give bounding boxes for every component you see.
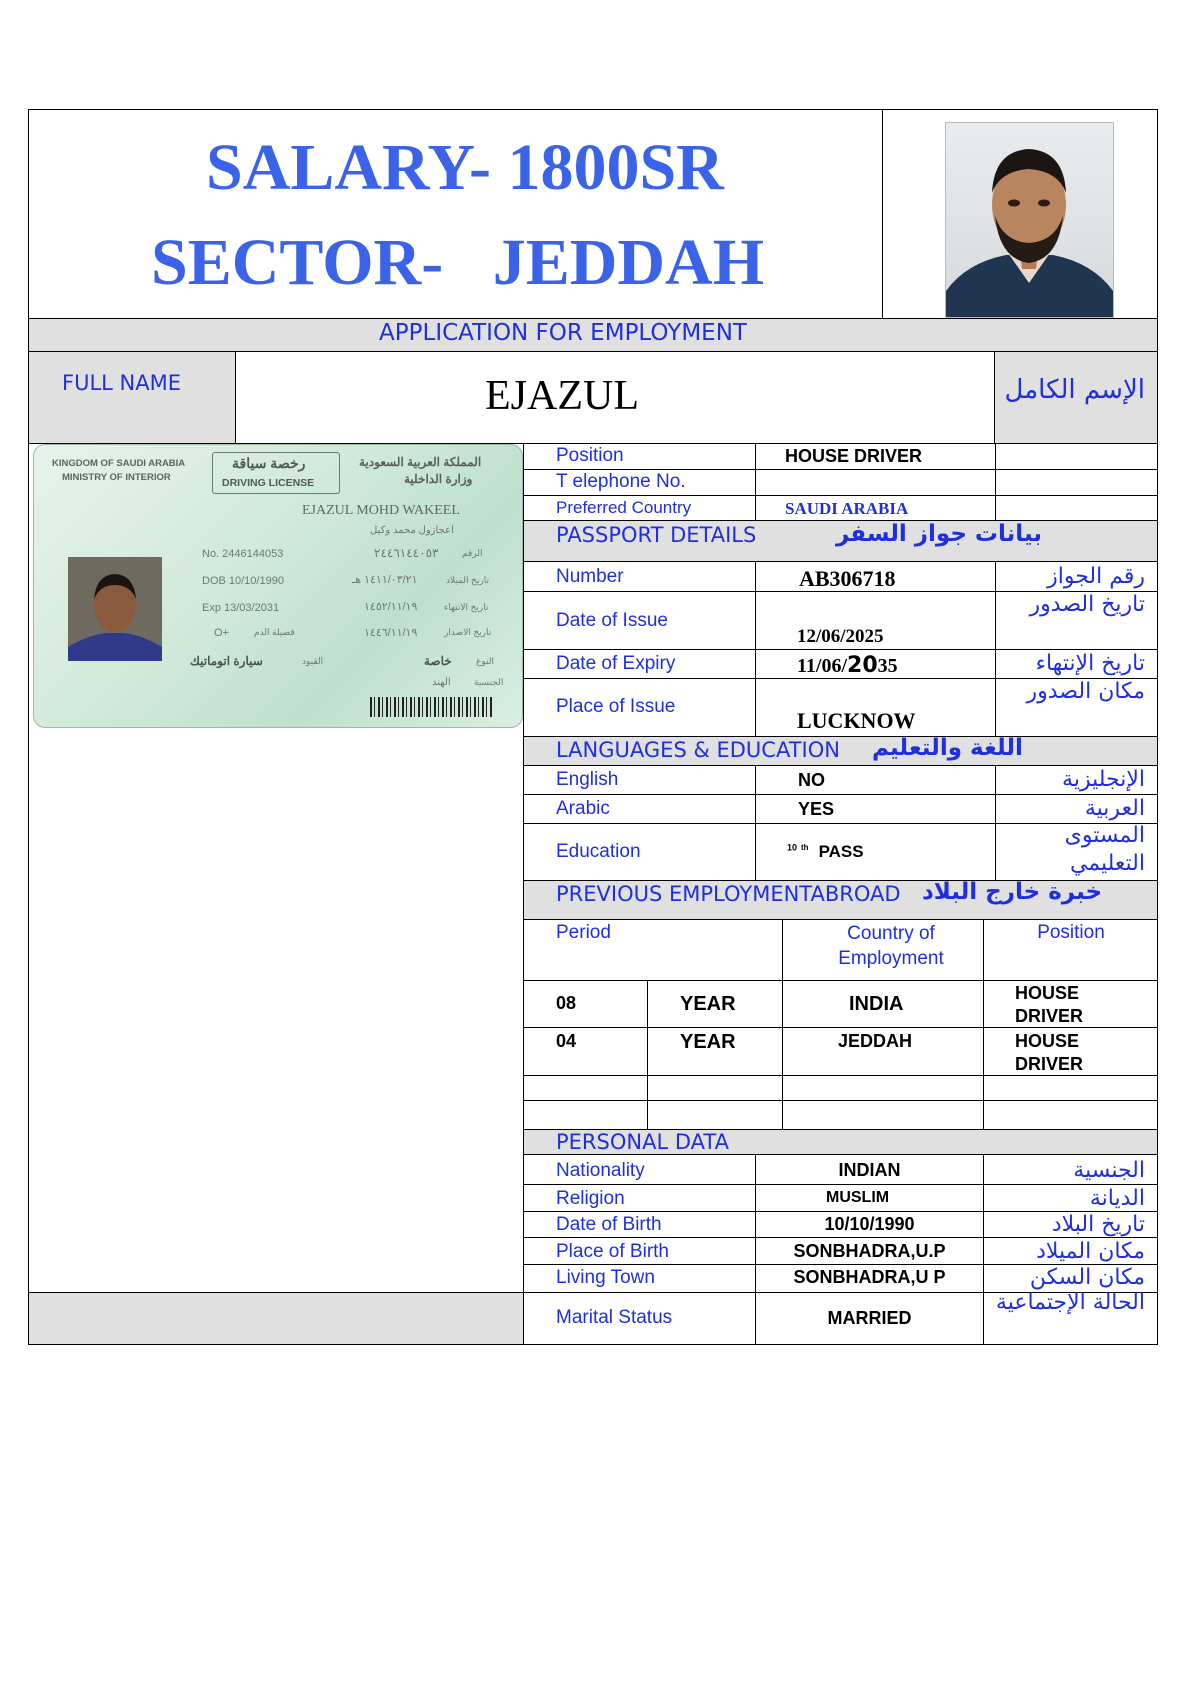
license-holder: EJAZUL MOHD WAKEEL [302,503,460,518]
personal-heading: PERSONAL DATA [556,1130,729,1154]
arabic-label: Arabic [556,798,610,819]
full-name-ar: الإسم الكامل [1004,375,1145,405]
license-photo [68,557,162,661]
employment-row-1-number: 08 [556,993,577,1013]
pob-label: Place of Birth [556,1241,669,1262]
education-label: Education [556,841,641,862]
license-dob-ar: ١٤١١/٠٣/٢١ هـ [352,574,418,586]
expiry-label: Date of Expiry [556,653,676,674]
license-kingdom-ar: المملكة العربية السعودية [359,455,482,469]
marital-status-label: Marital Status [556,1307,673,1328]
license-nationality-label-ar: الجنسية [474,677,504,687]
religion-value: MUSLIM [826,1189,890,1206]
preferred-country-value: SAUDI ARABIA [785,499,909,518]
living-town-value: SONBHADRA,U P [793,1267,946,1287]
living-town-ar: مكان السكن [1029,1265,1145,1290]
form-title: APPLICATION FOR EMPLOYMENT [379,320,747,346]
license-number: No. 2446144053 [202,548,284,560]
passport-heading-ar: بيانات جواز السفر [836,521,1042,547]
english-ar: الإنجليزية [1062,767,1145,792]
passport-heading: PASSPORT DETAILS [556,523,757,547]
employment-row-2-unit: YEAR [680,1031,736,1053]
nationality-ar: الجنسية [1073,1158,1145,1183]
english-value: NO [798,770,825,790]
license-barcode [370,697,494,717]
passport-number-value: AB306718 [799,566,896,591]
dob-label: Date of Birth [556,1214,662,1235]
full-name-value: EJAZUL [485,373,639,419]
license-restrictions-label-ar: القيود [302,656,324,666]
telephone-label: T elephone No. [556,471,686,492]
position-label: Position [556,445,624,466]
languages-heading-ar: اللغة والتعليم [872,735,1023,761]
dob-value: 10/10/1990 [824,1214,915,1234]
religion-label: Religion [556,1188,625,1209]
arabic-value: YES [798,799,835,819]
driving-license-image [33,444,523,728]
place-of-issue-value: LUCKNOW [797,708,916,733]
col-period: Period [556,922,611,943]
place-of-issue-label: Place of Issue [556,696,676,717]
license-type-label-ar: النوع [476,656,494,666]
full-name-label: FULL NAME [62,371,181,395]
license-nationality-ar: الهند [432,677,451,688]
license-exp: Exp 13/03/2031 [202,602,280,614]
license-exp-ar: ١٤٥٢/١١/١٩ [364,601,418,613]
license-ministry-ar: وزارة الداخلية [404,472,473,486]
place-of-issue-ar: مكان الصدور [1026,679,1145,704]
license-blood: O+ [214,627,229,639]
issue-date-label: Date of Issue [556,610,668,631]
pob-ar: مكان الميلاد [1036,1239,1145,1264]
passport-number-ar: رقم الجواز [1047,564,1145,589]
expiry-value [797,653,898,678]
passport-number-label: Number [556,566,624,587]
license-type-ar: خاصة [424,654,452,668]
license-holder-ar: اعجازول محمد وكيل [370,525,454,536]
employment-row-2-position: HOUSE DRIVER [1015,1031,1084,1074]
employment-row-1-country: INDIA [849,993,904,1015]
employment-heading-ar: خبرة خارج البلاد [922,879,1103,905]
applicant-photo [945,122,1114,318]
employment-row-1-position: HOUSE DRIVER [1015,983,1084,1026]
license-number-label-ar: الرقم [462,548,483,558]
religion-ar: الديانة [1089,1186,1145,1211]
expiry-value-century: 20 [847,653,878,678]
employment-row-1-unit: YEAR [680,993,736,1015]
arabic-ar: العربية [1084,796,1145,821]
license-restrictions-ar: سيارة اتوماتيك [190,654,263,668]
education-suffix: th [801,843,809,853]
english-label: English [556,769,619,790]
sector-heading: SECTOR- JEDDAH [151,226,765,299]
marital-status-value: MARRIED [827,1308,912,1328]
license-issue-ar: ١٤٤٦/١١/١٩ [364,627,418,639]
expiry-ar: تاريخ الإنتهاء [1035,651,1145,676]
nationality-label: Nationality [556,1160,645,1181]
license-exp-label-ar: تاريخ الانتهاء [444,602,489,612]
position-value: HOUSE DRIVER [785,446,923,466]
education-grade: 10 [787,842,798,853]
license-blood-label-ar: فصيلة الدم [254,627,295,637]
education-ar: المستوى التعليمي [1064,823,1145,876]
dob-ar: تاريخ البلاد [1051,1212,1145,1237]
employment-row-2-country: JEDDAH [838,1031,913,1051]
license-kingdom: KINGDOM OF SAUDI ARABIA [52,458,186,469]
employment-row-2-number: 04 [556,1031,577,1051]
license-number-ar: ٢٤٤٦١٤٤٠٥٣ [374,546,439,560]
employment-heading: PREVIOUS EMPLOYMENTABROAD [556,882,901,906]
license-dob: DOB 10/10/1990 [202,575,284,587]
license-title: DRIVING LICENSE [222,477,315,489]
expiry-value-date: 11/06/ [797,655,848,677]
preferred-country-label: Preferred Country [556,498,692,517]
license-dob-label-ar: تاريخ الميلاد [446,575,489,585]
marital-status-ar: الحالة الإجتماعية [995,1290,1145,1315]
education-status: PASS [818,842,864,861]
license-title-ar: رخصة سياقة [232,455,306,471]
col-country: Country of Employment [838,923,944,969]
col-position: Position [1037,922,1105,943]
pob-value: SONBHADRA,U.P [793,1241,946,1261]
living-town-label: Living Town [556,1267,655,1288]
languages-heading: LANGUAGES & EDUCATION [556,738,840,762]
license-issue-label-ar: تاريخ الاصدار [444,627,492,637]
issue-date-ar: تاريخ الصدور [1029,592,1145,617]
expiry-value-year: 35 [877,655,898,677]
education-value [787,842,864,862]
salary-heading: SALARY- 1800SR [206,131,724,204]
issue-date-value: 12/06/2025 [797,626,884,647]
bottom-left-band [29,1293,523,1344]
nationality-value: INDIAN [838,1160,901,1180]
license-ministry: MINISTRY OF INTERIOR [62,472,171,483]
full-name-label-cell [29,352,235,443]
